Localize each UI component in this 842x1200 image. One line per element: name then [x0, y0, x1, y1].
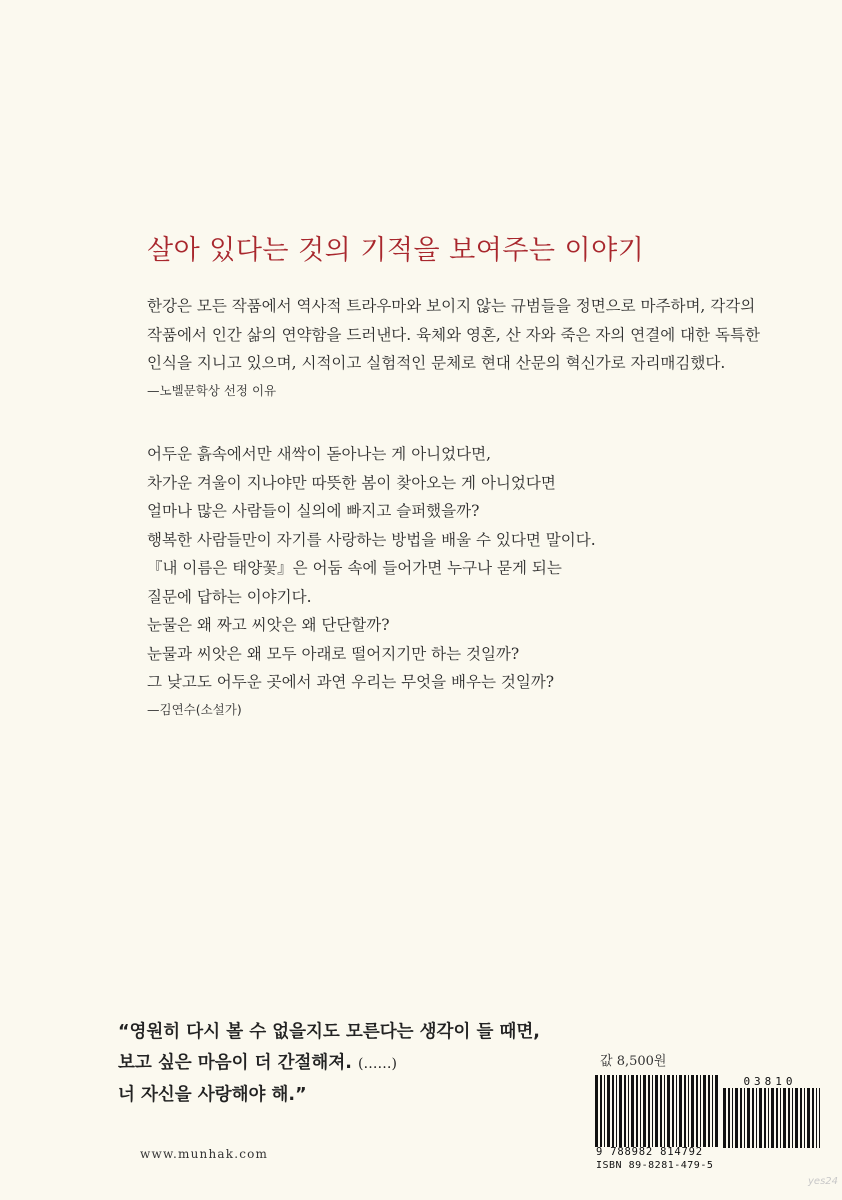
citation-attribution: —노벨문학상 선정 이유: [147, 382, 277, 398]
review-line: 질문에 답하는 이야기다.: [147, 587, 312, 606]
isbn-number: ISBN 89-8281-479-5: [596, 1160, 714, 1171]
barcode-digits: 9 788982 814792: [596, 1146, 703, 1158]
watermark: yes24: [808, 1176, 839, 1187]
review-line: 눈물은 왜 짜고 씨앗은 왜 단단할까?: [147, 616, 390, 634]
review-attribution: —김연수(소설가): [147, 701, 242, 717]
publisher-website: www.munhak.com: [140, 1147, 269, 1161]
headline: 살아 있다는 것의 기적을 보여주는 이야기: [147, 235, 645, 266]
quote-line: “영원히 다시 볼 수 없을지도 모른다는 생각이 들 때면,: [118, 1022, 540, 1042]
citation-line: 작품에서 인간 삶의 연약함을 드러낸다. 육체와 영혼, 산 자와 죽은 자의 연결에 대한 독특한: [147, 325, 760, 344]
book-quote: [118, 1017, 540, 1111]
nobel-citation: [147, 292, 767, 404]
review-line: 그 낮고도 어두운 곳에서 과연 우리는 무엇을 배우는 것일까?: [147, 673, 555, 691]
quote-line: [118, 1048, 540, 1080]
review-line: 눈물과 씨앗은 왜 모두 아래로 떨어지기만 하는 것일까?: [147, 644, 520, 663]
quote-ellipsis: (……): [357, 1056, 397, 1072]
review-line: 행복한 사람들만이 자기를 사랑하는 방법을 배울 수 있다면 말이다.: [147, 530, 596, 549]
citation-line: 인식을 지니고 있으며, 시적이고 실험적인 문체로 현대 산문의 혁신가로 자리매김했다.: [147, 354, 726, 372]
quote-line: 너 자신을 사랑해야 해.”: [118, 1085, 307, 1105]
review-line: 얼마나 많은 사람들이 실의에 빠지고 슬퍼했을까?: [147, 502, 480, 520]
review-line: 차가운 겨울이 지나야만 따뜻한 봄이 찾아오는 게 아니었다면: [147, 473, 556, 492]
review-line: 어두운 흙속에서만 새싹이 돋아나는 게 아니었다면,: [147, 445, 491, 463]
barcode-addon-number: 03810: [743, 1075, 797, 1088]
price-label: 값 8,500원: [600, 1054, 667, 1069]
quote-line-text: 보고 싶은 마음이 더 간절해져.: [118, 1053, 352, 1073]
review-text: [147, 440, 767, 723]
review-line: 『내 이름은 태양꽃』은 어둠 속에 들어가면 누구나 묻게 되는: [147, 559, 562, 577]
barcode-addon-icon: [722, 1088, 822, 1150]
citation-line: 한강은 모든 작품에서 역사적 트라우마와 보이지 않는 규범들을 정면으로 마주하며, 각각의: [147, 297, 756, 315]
